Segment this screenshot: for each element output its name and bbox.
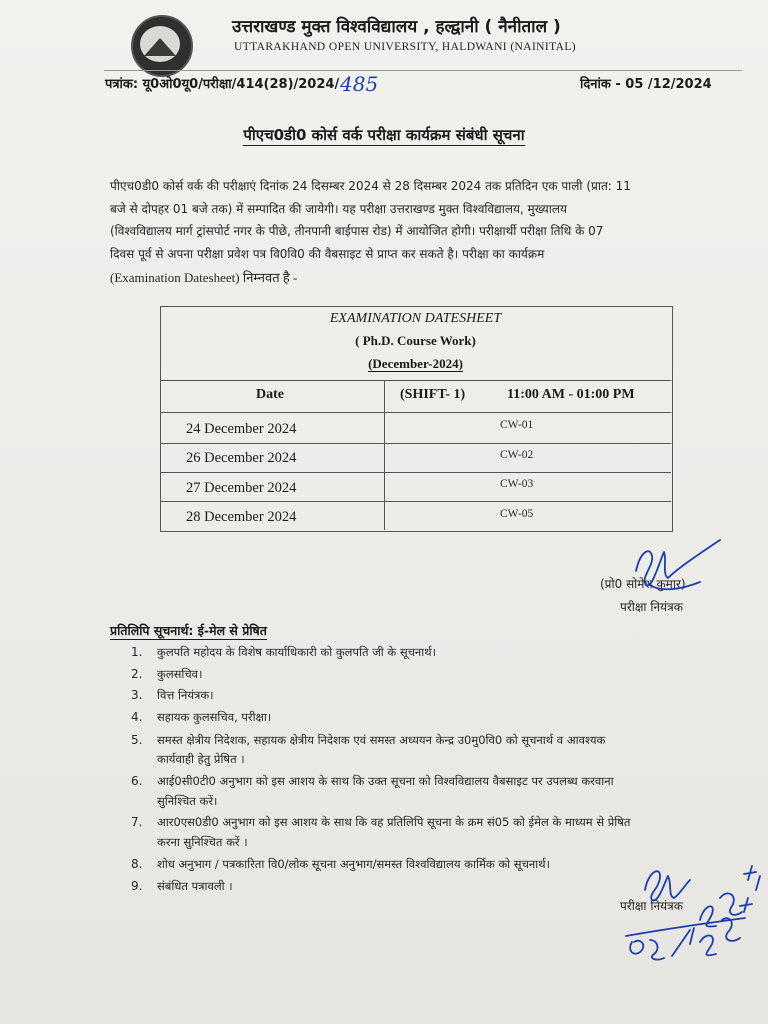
notice-heading-text: पीएच0डी0 कोर्स वर्क परीक्षा कार्यक्रम संबंधी सूचना: [243, 126, 525, 144]
list-item: वित्त नियंत्रक।: [157, 688, 214, 702]
table-row-date: 27 December 2024: [186, 480, 297, 496]
list-item-number: 4.: [131, 710, 143, 724]
list-item: समस्त क्षेत्रीय निदेशक, सहायक क्षेत्रीय निदेशक एवं समस्त अध्ययन केन्द्र उ0मु0वि0 को सूचनार्थ व आवश्यक: [157, 733, 606, 747]
paragraph-line: पीएच0डी0 कोर्स वर्क की परीक्षाएं दिनांक 24 दिसम्बर 2024 से 28 दिसम्बर 2024 तक प्रतिदिन एक पाली (प्रात: 11: [110, 179, 631, 193]
table-row-code: CW-01: [500, 419, 534, 431]
table-row-date: 24 December 2024: [186, 421, 297, 437]
list-item: सहायक कुलसचिव, परीक्षा।: [157, 710, 272, 724]
list-item: शोध अनुभाग / पत्रकारिता वि0/लोक सूचना अनुभाग/समस्त विश्वविद्यालय कार्मिक को सूचनार्थ।: [157, 857, 550, 871]
list-item-number: 9.: [131, 879, 143, 893]
list-item: कुलसचिव।: [157, 667, 203, 681]
paragraph-line: (विश्वविद्यालय मार्ग ट्रांसपोर्ट नगर के पीछे, तीनपानी बाईपास रोड) में आयोजित होगी। परीक्षार्थी परीक्षा तिथि के 07: [110, 224, 604, 238]
signature-upper-tail: [650, 582, 700, 589]
list-item-continuation: कार्यवाही हेतु प्रेषित ।: [157, 752, 245, 766]
column-header-date: Date: [256, 387, 284, 402]
list-item-number: 5.: [131, 733, 143, 747]
university-name-hindi: उत्तराखण्ड मुक्त विश्वविद्यालय , हल्द्वानी ( नैनीताल ): [232, 17, 561, 37]
signature-upper: [636, 540, 720, 586]
list-item: संबंधित पत्रावली ।: [157, 879, 233, 893]
list-item-number: 8.: [131, 857, 143, 871]
reference-number: पत्रांक: यू0ओ0यू0/परीक्षा/414(28)/2024/: [105, 77, 340, 92]
paragraph-line: बजे से दोपहर 01 बजे तक) में सम्पादित की जायेगी। यह परीक्षा उत्तराखण्ड मुक्त विश्वविद्यालय, मुख्यालय: [110, 202, 567, 216]
list-item-number: 3.: [131, 688, 143, 702]
list-item-number: 2.: [131, 667, 143, 681]
table-row-date: 28 December 2024: [186, 509, 297, 525]
university-name-english: UTTARAKHAND OPEN UNIVERSITY, HALDWANI (NAINITAL): [234, 41, 576, 53]
list-item-number: 6.: [131, 774, 143, 788]
signature-lower: [645, 871, 690, 900]
list-item: कुलपति महोदय के विशेष कार्याधिकारी को कुलपति जी के सूचनार्थ।: [157, 645, 436, 659]
datesheet-title: EXAMINATION DATESHEET: [329, 311, 502, 326]
table-row-code: CW-05: [500, 508, 534, 520]
column-header-time: 11:00 AM - 01:00 PM: [507, 387, 635, 402]
datesheet-subtitle: ( Ph.D. Course Work): [355, 333, 476, 348]
reference-handwritten-number: 485: [340, 72, 379, 96]
list-item: आई0सी0टी0 अनुभाग को इस आशय के साथ कि उक्त सूचना को विश्वविद्यालय वैबसाइट पर उपलब्ध करवाना: [157, 774, 614, 788]
list-item-continuation: करना सुनिश्चित करें ।: [157, 835, 248, 849]
column-header-shift: (SHIFT- 1): [400, 387, 466, 402]
table-row-code: CW-02: [500, 449, 534, 461]
datesheet-period-text: (December-2024): [368, 356, 463, 371]
date-digits: [630, 866, 760, 960]
signatory-designation: परीक्षा नियंत्रक: [620, 600, 683, 614]
table-row-date: 26 December 2024: [186, 450, 297, 466]
letter-date: दिनांक - 05 /12/2024: [580, 77, 712, 92]
paragraph-line: (Examination Datesheet) निम्नवत है -: [110, 270, 298, 285]
signatory-name: (प्रो0 सोमेश कुमार): [600, 577, 686, 591]
list-item-number: 1.: [131, 645, 143, 659]
paragraph-line: दिवस पूर्व से अपना परीक्षा प्रवेश पत्र वि0वि0 की वैबसाइट से प्राप्त कर सकते है। परीक्षा का कार्यक्रम: [110, 247, 545, 261]
table-row-code: CW-03: [500, 478, 534, 490]
footer-designation: परीक्षा नियंत्रक: [620, 899, 683, 913]
list-item-continuation: सुनिश्चित करें।: [157, 794, 218, 808]
list-item: आर0एस0डी0 अनुभाग को इस आशय के साथ कि वह प्रतिलिपि सूचना के क्रम सं05 को ईमेल के माध्यम से प्रेषित: [157, 815, 631, 829]
list-item-number: 7.: [131, 815, 143, 829]
copy-to-heading: प्रतिलिपि सूचनार्थ: ई-मेल से प्रेषित: [110, 623, 267, 638]
